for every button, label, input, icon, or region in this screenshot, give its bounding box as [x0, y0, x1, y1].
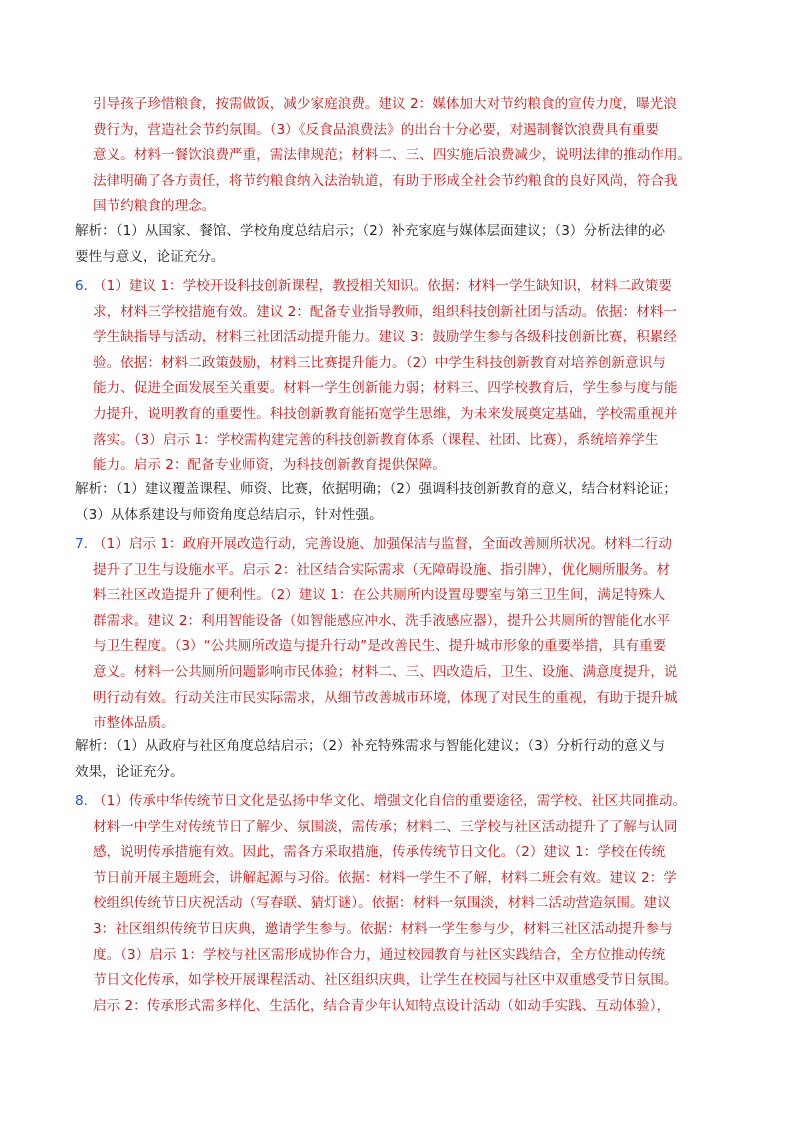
q6-answer: [93, 274, 753, 479]
q6-answer-line: 能力、促进全面发展至关重要。材料一学生创新能力弱；材料三、四学校教育后，学生参与度与能: [93, 380, 678, 397]
q8-number: 8.: [75, 793, 88, 809]
q6-answer-line: 学生缺指导与活动，材料三社团活动提升能力。建议 3：鼓励学生参与各级科技创新比赛，积累经: [93, 329, 677, 346]
q8-answer-line: 度。（3）启示 1：学校与社区需形成协作合力，通过校园教育与社区实践结合，全方位推动传统: [93, 946, 666, 963]
q7-number: 7.: [75, 536, 88, 552]
q8-answer-line: 启示 2：传承形式需多样化、生活化，结合青少年认知特点设计活动（如动手实践、互动体验），: [93, 997, 671, 1014]
q7-analysis-line: 效果，论证充分。: [75, 763, 184, 780]
q7-answer-line: 市整体品质。: [93, 715, 175, 732]
q5-answer-line: 法律明确了各方责任，将节约粮食纳入法治轨道，有助于形成全社会节约粮食的良好风尚，符合我: [93, 172, 678, 189]
q6-answer-line: 落实。（3）启示 1：学校需构建完善的科技创新教育体系（课程、社团、比赛），系统培养学生: [93, 431, 659, 448]
q7-answer-line: 意义。材料一公共厕所问题影响市民体验；材料二、三、四改造后，卫生、设施、满意度提升，说: [93, 663, 678, 680]
q6-number: 6.: [75, 278, 88, 294]
q5-answer-line: 国节约粮食的理念。: [93, 198, 216, 215]
q8-answer-line: （1）传承中华传统节日文化是弘扬中华文化、增强文化自信的重要途径，需学校、社区共同推动。: [93, 793, 687, 809]
q8-answer-line: 校组织传统节日庆祝活动（写春联、猜灯谜）。依据：材料一氛围淡，材料二活动营造氛围。建议: [93, 895, 671, 912]
q7-answer-line: （1）启示 1：政府开展改造行动，完善设施、加强保洁与监督，全面改善厕所状况。材料二行动: [93, 536, 672, 552]
q5-answer-line: 意义。材料一餐饮浪费严重，需法律规范；材料二、三、四实施后浪费减少，说明法律的推动作用。: [93, 147, 692, 164]
q5-answer: [93, 92, 753, 220]
q7-answer-line: 群需求。建议 2：利用智能设备（如智能感应冲水、洗手液感应器），提升公共厕所的智能化水平: [93, 612, 671, 629]
q7-answer-line: 料三社区改造提升了便利性。（2）建议 1：在公共厕所内设置母婴室与第三卫生间，满足特殊人: [93, 587, 666, 604]
q7-answer: [93, 532, 753, 737]
q6-answer-line: （1）建议 1：学校开设科技创新课程，教授相关知识。依据：材料一学生缺知识，材料二政策要: [93, 278, 672, 294]
q5-answer-line: 费行为，营造社会节约氛围。（3）《反食品浪费法》的出台十分必要，对遏制餐饮浪费具有重要: [93, 121, 659, 138]
q7-answer-line: 提升了卫生与设施水平。启示 2：社区结合实际需求（无障碍设施、指引牌），优化厕所服务。材: [93, 561, 671, 578]
q5-answer-line: 引导孩子珍惜粮食，按需做饭，减少家庭浪费。建议 2：媒体加大对节约粮食的宣传力度，曝光浪: [93, 96, 677, 112]
q7-answer-line: 明行动有效。行动关注市民实际需求，从细节改善城市环境，体现了对民生的重视，有助于提升城: [93, 689, 678, 706]
q8-answer-line: 感，说明传承措施有效。因此，需各方采取措施，传承传统节日文化。（2）建议 1：学校在传统: [93, 844, 666, 861]
q6-answer-line: 力提升，说明教育的重要性。科技创新教育能拓宽学生思维，为未来发展奠定基础，学校需重视并: [93, 405, 678, 422]
q7-analysis: [75, 734, 755, 785]
q6-answer-line: 能力。启示 2：配备专业师资，为科技创新教育提供保障。: [93, 457, 446, 474]
q8-answer-line: 节日前开展主题班会，讲解起源与习俗。依据：材料一学生不了解，材料二班会有效。建议 2：学: [93, 869, 677, 886]
q8-answer: [93, 789, 753, 1019]
q5-analysis: [75, 219, 755, 270]
q6-answer-line: 验。依据：材料二政策鼓励，材料三比赛提升能力。（2）中学生科技创新教育对培养创新意识与: [93, 354, 666, 371]
q7-answer-line: 与卫生程度。（3）“公共厕所改造与提升行动”是改善民生、提升城市形象的重要举措，具有重要: [93, 638, 667, 655]
q6-answer-line: 求，材料三学校措施有效。建议 2：配备专业指导教师，组织科技创新社团与活动。依据：材料一: [93, 303, 677, 320]
q8-answer-line: 节日文化传承，如学校开展课程活动、社区组织庆典，让学生在校园与社区中双重感受节日氛围。: [93, 972, 678, 989]
q7-analysis-line: 解析：（1）从政府与社区角度总结启示；（2）补充特殊需求与智能化建议；（3）分析行动的意义与: [75, 738, 666, 754]
q5-analysis-line: 要性与意义，论证充分。: [75, 248, 225, 265]
q6-analysis: [75, 477, 755, 528]
q8-answer-line: 3：社区组织传统节日庆典，邀请学生参与。依据：材料一学生参与少，材料三社区活动提升参与: [93, 920, 673, 937]
q6-analysis-line: （3）从体系建设与师资角度总结启示，针对性强。: [75, 506, 383, 523]
q5-analysis-line: 解析：（1）从国家、餐馆、学校角度总结启示；（2）补充家庭与媒体层面建议；（3）分析法律的必: [75, 223, 666, 239]
q6-analysis-line: 解析：（1）建议覆盖课程、师资、比赛，依据明确；（2）强调科技创新教育的意义，结合材料论证；: [75, 481, 677, 497]
q8-answer-line: 材料一中学生对传统节日了解少、氛围淡，需传承；材料二、三学校与社区活动提升了了解与认同: [93, 818, 678, 835]
